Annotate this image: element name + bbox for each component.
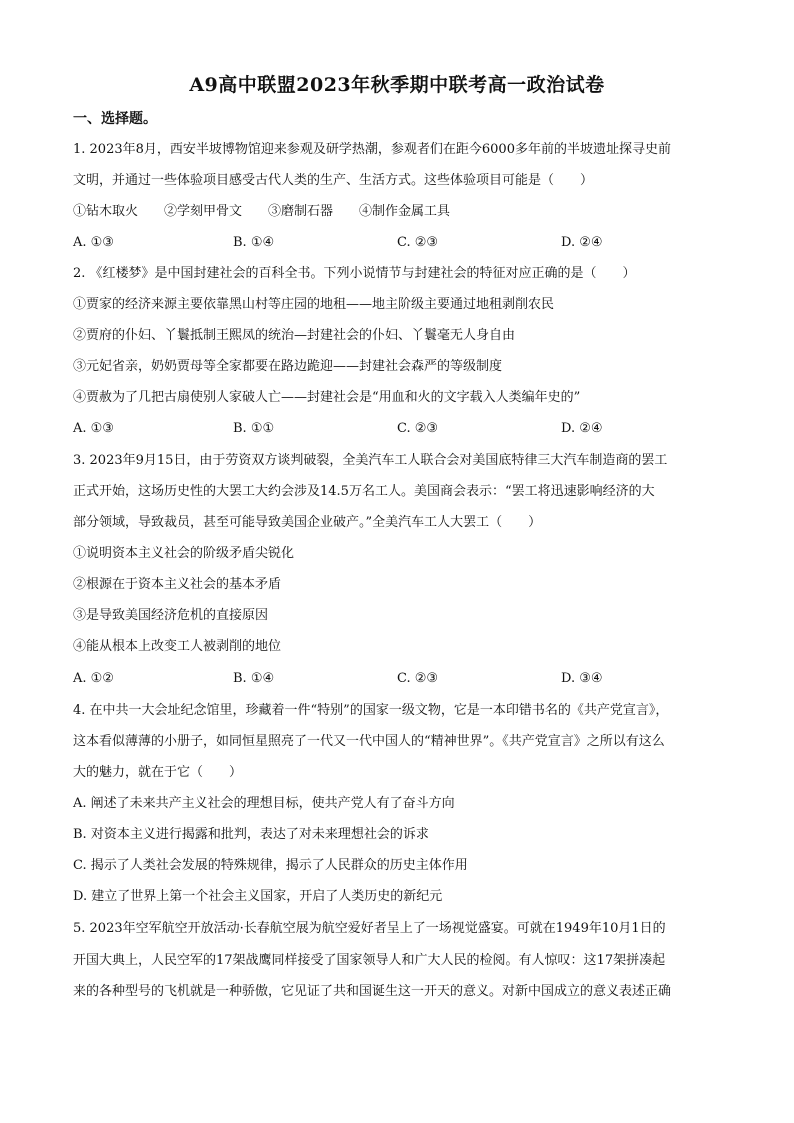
q4-option-c[interactable]: C. 揭示了人类社会发展的特殊规律，揭示了人民群众的历史主体作用 — [73, 858, 468, 873]
q3-option-b[interactable]: B. ①④ — [233, 671, 275, 686]
q2-option-b[interactable]: B. ①① — [233, 421, 275, 436]
q4-option-d[interactable]: D. 建立了世界上第一个社会主义国家，开启了人类历史的新纪元 — [73, 889, 443, 904]
q3-line-2: 正式开始，这场历史性的大罢工大约会涉及14.5万名工人。美国商会表示：“罢工将迅速影响经济的大 — [73, 484, 655, 499]
q3-option-c[interactable]: C. ②③ — [397, 671, 439, 686]
q4-line-2: 这本看似薄薄的小册子，如同恒星照亮了一代又一代中国人的“精神世界”。《共产党宣言》之所以有这么 — [73, 734, 665, 749]
q3-statement-1: ①说明资本主义社会的阶级矛盾尖锐化 — [73, 546, 295, 561]
q4-line-1: 4. 在中共一大会址纪念馆里，珍藏着一件“特别”的国家一级文物，它是一本印错书名的《共产党宣言》， — [73, 703, 669, 718]
q1-option-b[interactable]: B. ①④ — [233, 235, 275, 250]
q3-statement-2: ②根源在于资本主义社会的基本矛盾 — [73, 577, 282, 592]
q2-option-d[interactable]: D. ②④ — [561, 421, 603, 436]
q1-options — [73, 235, 733, 251]
q3-line-3: 部分领域，导致裁员，甚至可能导致美国企业破产。”全美汽车工人大罢工（ ） — [73, 515, 542, 530]
q1-line-1: 1. 2023年8月，西安半坡博物馆迎来参观及研学热潮，参观者们在距今6000多年前的半坡遗址探寻史前 — [73, 142, 671, 157]
q3-statement-4: ④能从根本上改变工人被剥削的地位 — [73, 639, 282, 654]
q2-option-a[interactable]: A. ①③ — [73, 421, 114, 436]
q2-statement-4: ④贾赦为了几把古扇使别人家破人亡——封建社会是“用血和火的文字载入人类编年史的” — [73, 390, 581, 405]
q1-option-a[interactable]: A. ①③ — [73, 235, 114, 250]
q5-line-1: 5. 2023年空军航空开放活动·长春航空展为航空爱好者呈上了一场视觉盛宴。可就在1949年10月1日的 — [73, 921, 666, 936]
q1-option-c[interactable]: C. ②③ — [397, 235, 439, 250]
q2-line-1: 2. 《红楼梦》是中国封建社会的百科全书。下列小说情节与封建社会的特征对应正确的是（ ） — [73, 266, 636, 281]
q2-statement-2: ②贾府的仆妇、丫鬟抵制王熙凤的统治—封建社会的仆妇、丫鬟毫无人身自由 — [73, 328, 516, 343]
q2-options — [73, 421, 733, 437]
q3-options — [73, 671, 733, 687]
q1-line-2: 文明，并通过一些体验项目感受古代人类的生产、生活方式。这些体验项目可能是（ ） — [73, 173, 594, 188]
q5-line-3: 来的各种型号的飞机就是一种骄傲，它见证了共和国诞生这一开天的意义。对新中国成立的意义表述正确 — [73, 984, 672, 999]
section-heading: 一、选择题。 — [73, 111, 157, 127]
q3-statement-3: ③是导致美国经济危机的直接原因 — [73, 608, 269, 623]
q3-option-a[interactable]: A. ①② — [73, 671, 114, 686]
q5-line-2: 开国大典上，人民空军的17架战鹰同样接受了国家领导人和广大人民的检阅。有人惊叹：这17架拼凑起 — [73, 953, 666, 968]
q3-line-1: 3. 2023年9月15日，由于劳资双方谈判破裂，全美汽车工人联合会对美国底特律三大汽车制造商的罢工 — [73, 453, 668, 468]
q4-option-b[interactable]: B. 对资本主义进行揭露和批判，表达了对未来理想社会的诉求 — [73, 827, 429, 842]
q1-statements: ①钻木取火 ②学刻甲骨文 ③磨制石器 ④制作金属工具 — [73, 204, 451, 219]
q2-option-c[interactable]: C. ②③ — [397, 421, 439, 436]
q1-option-d[interactable]: D. ②④ — [561, 235, 603, 250]
exam-title: A9高中联盟2023年秋季期中联考高一政治试卷 — [189, 74, 605, 96]
q4-line-3: 大的魅力，就在于它（ ） — [73, 765, 243, 780]
q3-option-d[interactable]: D. ③④ — [561, 671, 603, 686]
q4-option-a[interactable]: A. 阐述了未来共产主义社会的理想目标，使共产党人有了奋斗方向 — [73, 796, 455, 811]
q2-statement-1: ①贾家的经济来源主要依靠黑山村等庄园的地租——地主阶级主要通过地租剥削农民 — [73, 297, 555, 312]
q2-statement-3: ③元妃省亲，奶奶贾母等全家都要在路边跪迎——封建社会森严的等级制度 — [73, 359, 503, 374]
